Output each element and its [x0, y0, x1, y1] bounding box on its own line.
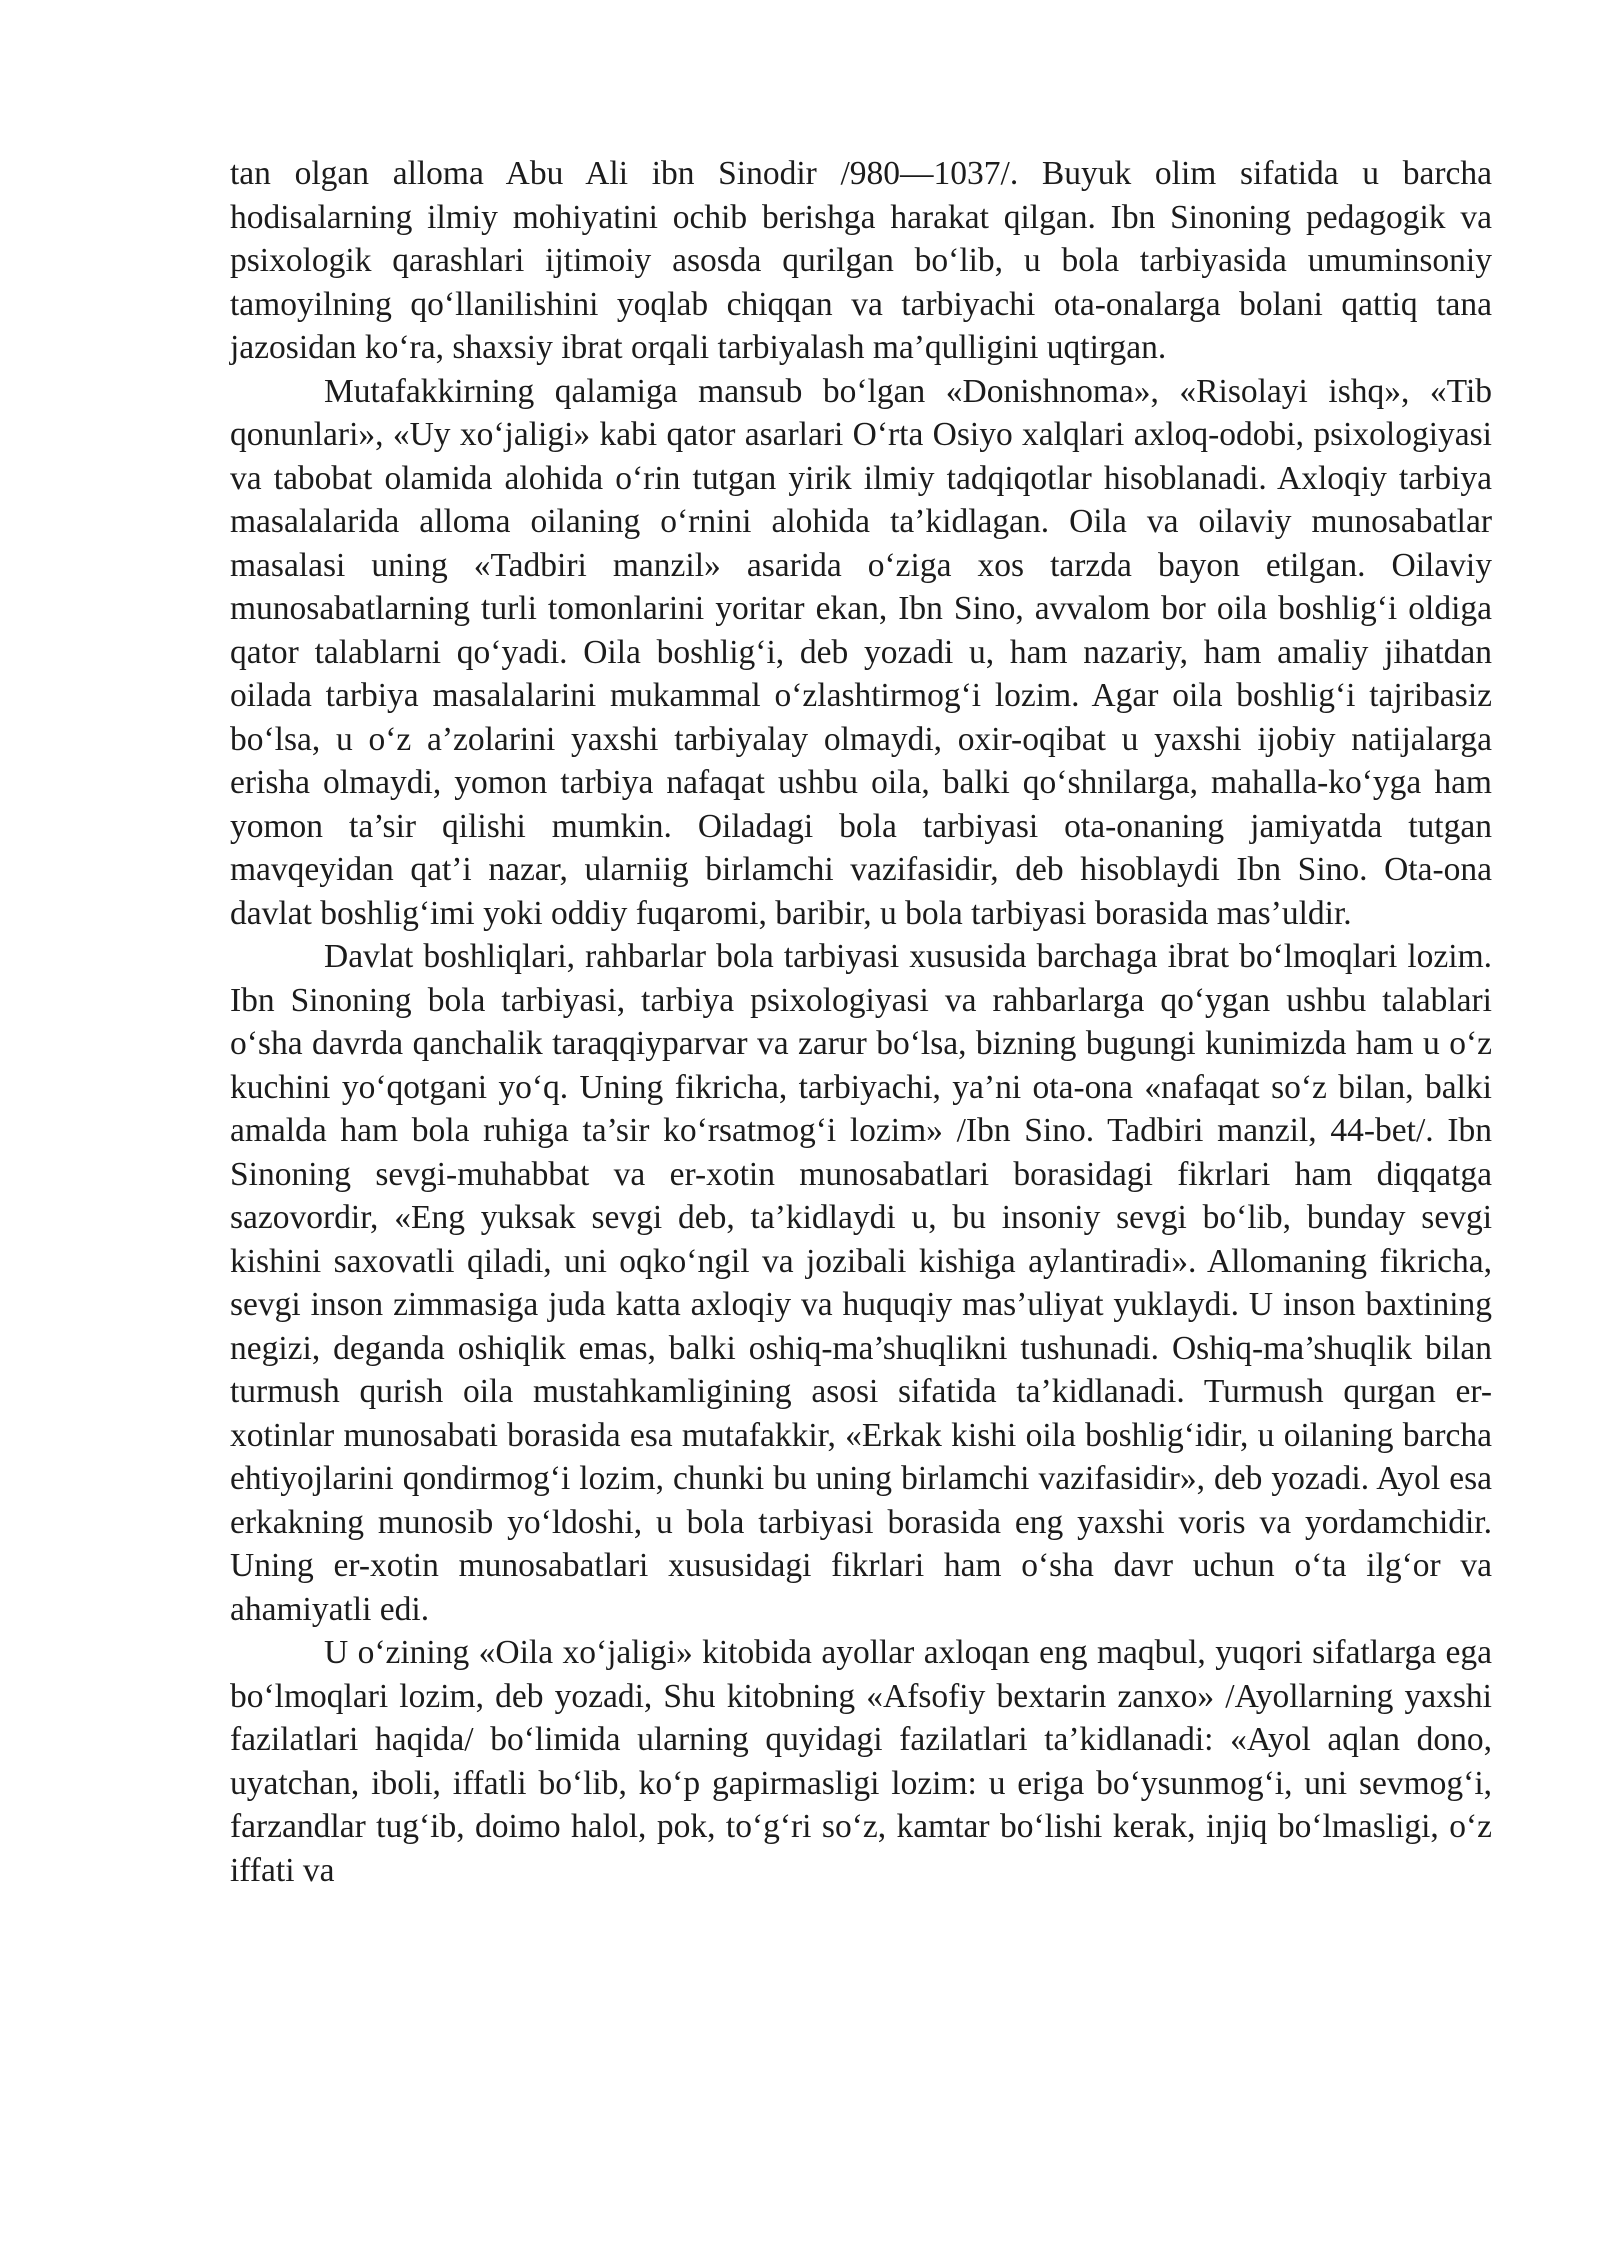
paragraph-leaders-upbringing: Davlat boshliqlari, rahbarlar bola tarbiyasi xususida barchaga ibrat bo‘lmoqlari lozim. Ibn Sinoning bola tarbiyasi, tarbiya psixologiyasi va rahbarlarga qo‘ygan ushbu talablari o‘sha davrda qanchalik taraqqiyparvar va zarur bo‘lsa, bizning bugungi kunimizda ham u o‘z kuchini yo‘qotgani yo‘q. Uning fikricha, tarbiyachi, ya’ni ota-ona «nafaqat so‘z bilan, balki amalda ham bola ruhiga ta’sir ko‘rsatmog‘i lozim» /Ibn Sino. Tadbiri manzil, 44-bet/. Ibn Sinoning sevgi-muhabbat va er-xotin munosabatlari borasidagi fikrlari ham diqqatga sazovordir, «Eng yuksak sevgi deb, ta’kidlaydi u, bu insoniy sevgi bo‘lib, bunday sevgi kishini saxovatli qiladi, uni oqko‘ngil va jozibali kishiga aylantiradi». Allomaning fikricha, sevgi inson zimmasiga juda katta axloqiy va huquqiy mas’uliyat yuklaydi. U inson baxtining negizi, deganda oshiqlik emas, balki oshiq-ma’shuqlikni tushunadi. Oshiq-ma’shuqlik bilan turmush qurish oila mustahkamligining asosi sifatida ta’kidlanadi. Turmush qurgan er-xotinlar munosabati borasida esa mutafakkir, «Erkak kishi oila boshlig‘idir, u oilaning barcha ehtiyojlarini qondirmog‘i lozim, chunki bu uning birlamchi vazifasidir», deb yozadi. Ayol esa erkakning munosib yo‘ldoshi, u bola tarbiyasi borasida eng yaxshi voris va yordamchidir. Uning er-xotin munosabatlari xususidagi fikrlari ham o‘sha davr uchun o‘ta ilg‘or va ahamiyatli edi.	[230, 938, 1492, 1628]
paragraph-family-household-book: U o‘zining «Oila xo‘jaligi» kitobida ayollar axloqan eng maqbul, yuqori sifatlarga ega bo‘lmoqlari lozim, deb yozadi, Shu kitobning «Afsofiy bextarin zanxo» /Ayollarning yaxshi fazilatlari haqida/ bo‘limida ularning quyidagi fazilatlari ta’kidlanadi: «Ayol aqlan dono, uyatchan, iboli, iffatli bo‘lib, ko‘p gapirmasligi lozim: u eriga bo‘ysunmog‘i, uni sevmog‘i, farzandlar tug‘ib, doimo halol, pok, to‘g‘ri so‘z, kamtar bo‘lishi kerak, injiq bo‘lmasligi, o‘z iffati va	[230, 1634, 1492, 1889]
paragraph-ibn-sino-works: Mutafakkirning qalamiga mansub bo‘lgan «Donishnoma», «Risolayi ishq», «Tib qonunlari», «Uy xo‘jaligi» kabi qator asarlari O‘rta Osiyo xalqlari axloq-odobi, psixologiyasi va tabobat olamida alohida o‘rin tutgan yirik ilmiy tadqiqotlar hisoblanadi. Axloqiy tarbiya masalalarida alloma oilaning o‘rnini alohida ta’kidlagan. Oila va oilaviy munosabatlar masalasi uning «Tadbiri manzil» asarida o‘ziga xos tarzda bayon etilgan. Oilaviy munosabatlarning turli tomonlarini yoritar ekan, Ibn Sino, avvalom bor oila boshlig‘i oldiga qator talablarni qo‘yadi. Oila boshlig‘i, deb yozadi u, ham nazariy, ham amaliy jihatdan oilada tarbiya masalalarini mukammal o‘zlashtirmog‘i lozim. Agar oila boshlig‘i tajribasiz bo‘lsa, u o‘z a’zolarini yaxshi tarbiyalay olmaydi, oxir-oqibat u yaxshi ijobiy natijalarga erisha olmaydi, yomon tarbiya nafaqat ushbu oila, balki qo‘shnilarga, mahalla-ko‘yga ham yomon ta’sir qilishi mumkin. Oiladagi bola tarbiyasi ota-onaning jamiyatda tutgan mavqeyidan qat’i nazar, ularniig birlamchi vazifasidir, deb hisoblaydi Ibn Sino. Ota-ona davlat boshlig‘imi yoki oddiy fuqaromi, baribir, u bola tarbiyasi borasida mas’uldir.	[230, 372, 1492, 932]
document-page	[230, 152, 1492, 1892]
paragraph-continuation: tan olgan alloma Abu Ali ibn Sinodir /980—1037/. Buyuk olim sifatida u barcha hodisalarning ilmiy mohiyatini ochib berishga harakat qilgan. Ibn Sinoning pedagogik va psixologik qarashlari ijtimoiy asosda qurilgan bo‘lib, u bola tarbiyasida umuminsoniy tamoyilning qo‘llanilishini yoqlab chiqqan va tarbiyachi ota-onalarga bolani qattiq tana jazosidan ko‘ra, shaxsiy ibrat orqali tarbiyalash ma’qulligini uqtirgan.	[230, 155, 1492, 366]
